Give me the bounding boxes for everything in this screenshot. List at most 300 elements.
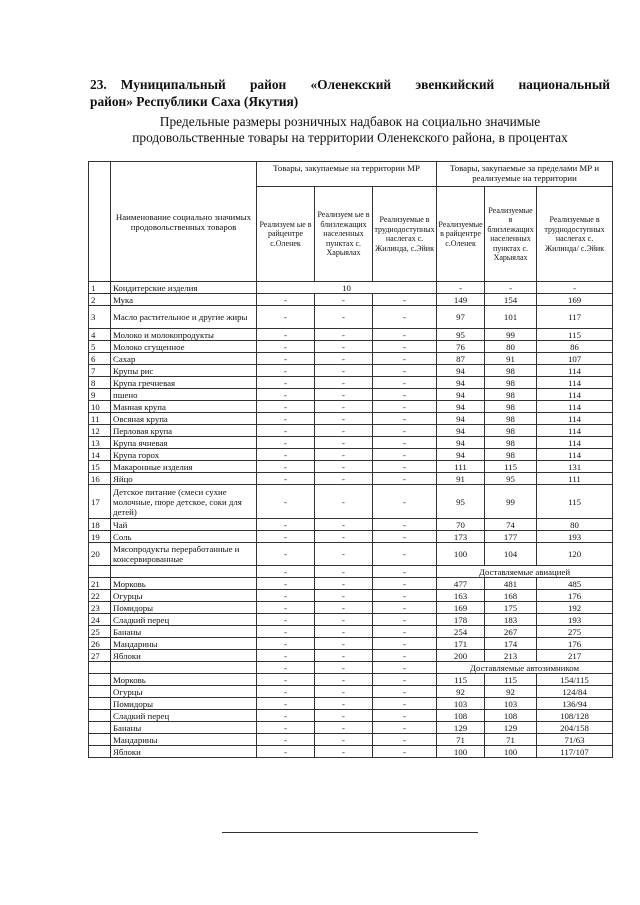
row-number: 16 (89, 473, 111, 485)
value-cell: - (373, 698, 437, 710)
value-cell: - (257, 473, 315, 485)
value-cell: - (373, 437, 437, 449)
product-name: Овсяная крупа (111, 413, 257, 425)
value-cell: - (257, 341, 315, 353)
row-number: 8 (89, 377, 111, 389)
product-name: Детское питание (смеси сухие молочные, пюре детское, соки для детей) (111, 485, 257, 519)
value-cell: 92 (485, 686, 537, 698)
row-number: 21 (89, 578, 111, 590)
product-name: Мясопродукты переработанные и консервированные (111, 543, 257, 566)
value-cell: - (257, 294, 315, 306)
row-number: 10 (89, 401, 111, 413)
table-body (89, 282, 613, 758)
row-number: 14 (89, 449, 111, 461)
value-cell: - (373, 674, 437, 686)
row-number: 22 (89, 590, 111, 602)
value-cell: - (373, 662, 437, 674)
table-row (89, 473, 613, 485)
value-cell: - (315, 566, 373, 578)
value-cell: 95 (437, 485, 485, 519)
table-row (89, 710, 613, 722)
value-cell: - (257, 638, 315, 650)
value-cell: 267 (485, 626, 537, 638)
product-name: пшено (111, 389, 257, 401)
value-cell: - (257, 566, 315, 578)
value-cell: 107 (537, 353, 613, 365)
value-cell: 481 (485, 578, 537, 590)
section-row (89, 662, 613, 674)
value-cell: - (315, 401, 373, 413)
table-row (89, 353, 613, 365)
table-row (89, 365, 613, 377)
product-name: Сладкий перец (111, 710, 257, 722)
product-name: Крупа горох (111, 449, 257, 461)
value-cell: - (373, 578, 437, 590)
table-row (89, 722, 613, 734)
value-cell: 94 (437, 389, 485, 401)
value-cell: 74 (485, 519, 537, 531)
value-cell: 101 (485, 306, 537, 329)
table-row (89, 674, 613, 686)
value-cell: 131 (537, 461, 613, 473)
subtitle-line-2: продовольственные товары на территории Оленекского района, в процентах (132, 130, 568, 145)
value-cell: - (315, 365, 373, 377)
value-cell: - (373, 519, 437, 531)
value-cell: - (373, 602, 437, 614)
value-cell: 98 (485, 401, 537, 413)
value-cell: 98 (485, 365, 537, 377)
value-cell: - (315, 746, 373, 758)
value-cell: 154 (485, 294, 537, 306)
value-cell: - (373, 614, 437, 626)
value-cell: - (257, 425, 315, 437)
value-cell: - (315, 722, 373, 734)
value-cell: - (315, 519, 373, 531)
row-number: 13 (89, 437, 111, 449)
value-cell: - (257, 389, 315, 401)
value-cell: 176 (537, 638, 613, 650)
value-cell: 193 (537, 531, 613, 543)
table-row (89, 650, 613, 662)
value-cell: - (485, 282, 537, 294)
header-imported-remote: Реализуемые в труднодоступных наслегах с. Жилинда/ с.Эйик (537, 187, 613, 282)
row-number: 23 (89, 602, 111, 614)
value-cell: - (315, 614, 373, 626)
value-cell: 124/84 (537, 686, 613, 698)
value-cell: - (373, 461, 437, 473)
product-name: Сахар (111, 353, 257, 365)
value-cell: - (315, 425, 373, 437)
subtitle-line-1: Предельные размеры розничных надбавок на социально значимые (159, 114, 541, 129)
product-name: Мандарины (111, 638, 257, 650)
value-cell: - (257, 710, 315, 722)
product-name: Мука (111, 294, 257, 306)
table-row (89, 425, 613, 437)
table-row (89, 461, 613, 473)
product-name: Яблоки (111, 650, 257, 662)
product-name: Макаронные изделия (111, 461, 257, 473)
value-cell: - (257, 519, 315, 531)
value-cell: - (315, 377, 373, 389)
value-cell: 114 (537, 413, 613, 425)
product-name: Перловая крупа (111, 425, 257, 437)
value-cell: - (373, 473, 437, 485)
product-name: Молоко сгущенное (111, 341, 257, 353)
table-row (89, 638, 613, 650)
value-cell: 136/94 (537, 698, 613, 710)
value-cell: 94 (437, 425, 485, 437)
header-imported-kharyyalakh: Реализуемые в близлежащих населенных пунктах с. Харыялах (485, 187, 537, 282)
table-row (89, 306, 613, 329)
value-cell: 163 (437, 590, 485, 602)
value-cell: 114 (537, 377, 613, 389)
product-name: Помидоры (111, 698, 257, 710)
value-cell: 86 (537, 341, 613, 353)
header-group-imported: Товары, закупаемые за пределами МР и реализуемые на территории (437, 162, 613, 187)
value-cell: - (373, 377, 437, 389)
row-number: 2 (89, 294, 111, 306)
value-cell: 192 (537, 602, 613, 614)
value-cell: 115 (485, 674, 537, 686)
product-name: Морковь (111, 674, 257, 686)
value-cell: 111 (437, 461, 485, 473)
table-row (89, 531, 613, 543)
product-name: Огурцы (111, 686, 257, 698)
section-heading (90, 76, 610, 110)
table-row (89, 698, 613, 710)
table-row (89, 377, 613, 389)
row-number (89, 674, 111, 686)
row-number: 15 (89, 461, 111, 473)
value-cell: - (315, 543, 373, 566)
value-cell: 100 (437, 543, 485, 566)
product-name: Крупа гречневая (111, 377, 257, 389)
table-row (89, 746, 613, 758)
row-number: 11 (89, 413, 111, 425)
heading-line-1: Муниципальный район «Оленекский эвенкийский национальный (120, 77, 610, 92)
row-number: 17 (89, 485, 111, 519)
table-row (89, 282, 613, 294)
value-cell: 149 (437, 294, 485, 306)
value-cell: 213 (485, 650, 537, 662)
value-cell: 95 (485, 473, 537, 485)
row-number: 5 (89, 341, 111, 353)
table-row (89, 389, 613, 401)
value-cell: 477 (437, 578, 485, 590)
value-cell: - (257, 650, 315, 662)
row-number (89, 722, 111, 734)
table-row (89, 519, 613, 531)
value-cell: 254 (437, 626, 485, 638)
value-cell: - (537, 282, 613, 294)
value-cell: - (315, 686, 373, 698)
header-product-name: Наименование социально значимых продовольственных товаров (111, 162, 257, 282)
value-cell: - (373, 734, 437, 746)
value-cell: - (373, 722, 437, 734)
table-row (89, 413, 613, 425)
value-cell: 485 (537, 578, 613, 590)
product-name: Крупа ячневая (111, 437, 257, 449)
table-row (89, 614, 613, 626)
value-cell: 76 (437, 341, 485, 353)
value-cell: - (373, 485, 437, 519)
product-name: Манная крупа (111, 401, 257, 413)
value-cell: 217 (537, 650, 613, 662)
table-row (89, 602, 613, 614)
value-cell: - (373, 638, 437, 650)
value-cell: 103 (485, 698, 537, 710)
value-cell: - (373, 329, 437, 341)
value-cell: - (257, 353, 315, 365)
value-cell: - (315, 341, 373, 353)
value-cell: - (315, 485, 373, 519)
row-number: 12 (89, 425, 111, 437)
value-cell: - (315, 461, 373, 473)
value-cell: - (315, 306, 373, 329)
value-cell: 115 (437, 674, 485, 686)
product-name: Крупы рис (111, 365, 257, 377)
value-cell: - (373, 543, 437, 566)
value-cell: 178 (437, 614, 485, 626)
value-cell: 114 (537, 437, 613, 449)
value-cell: 94 (437, 437, 485, 449)
value-cell: - (373, 353, 437, 365)
value-cell: - (315, 626, 373, 638)
header-imported-olenek: Реализуемые в райцентре с.Оленек (437, 187, 485, 282)
value-cell: - (373, 413, 437, 425)
row-number (89, 746, 111, 758)
value-cell: - (257, 413, 315, 425)
product-name: Яйцо (111, 473, 257, 485)
value-cell: - (373, 449, 437, 461)
value-cell: - (257, 329, 315, 341)
value-cell: - (373, 686, 437, 698)
row-number: 19 (89, 531, 111, 543)
table-row (89, 401, 613, 413)
footer-divider (222, 832, 478, 833)
value-cell: 92 (437, 686, 485, 698)
value-cell: 98 (485, 425, 537, 437)
value-cell: - (315, 674, 373, 686)
value-cell: - (315, 710, 373, 722)
value-cell: - (257, 734, 315, 746)
header-local-remote: Реализуемые в труднодоступных наслегах с. Жилинда, с.Эйик (373, 187, 437, 282)
value-cell: 91 (437, 473, 485, 485)
value-cell: 117 (537, 306, 613, 329)
section-label: Доставляемые автозимником (437, 662, 613, 674)
value-cell: 94 (437, 449, 485, 461)
value-cell: 114 (537, 389, 613, 401)
value-cell: - (373, 365, 437, 377)
value-cell: 94 (437, 365, 485, 377)
value-cell: - (257, 401, 315, 413)
value-cell: 98 (485, 413, 537, 425)
header-group-local: Товары, закупаемые на территории МР (257, 162, 437, 187)
value-cell: 70 (437, 519, 485, 531)
value-cell: 104 (485, 543, 537, 566)
value-cell: 177 (485, 531, 537, 543)
row-number: 24 (89, 614, 111, 626)
value-cell: - (257, 746, 315, 758)
product-name: Яблоки (111, 746, 257, 758)
value-cell: 169 (437, 602, 485, 614)
product-name: Мандарины (111, 734, 257, 746)
value-cell: 115 (537, 485, 613, 519)
value-cell: - (257, 578, 315, 590)
value-cell: - (373, 590, 437, 602)
value-cell: - (373, 746, 437, 758)
value-cell: - (257, 437, 315, 449)
row-number: 4 (89, 329, 111, 341)
value-cell: - (373, 306, 437, 329)
value-cell: - (315, 638, 373, 650)
value-cell: - (315, 590, 373, 602)
table-row (89, 543, 613, 566)
section-label: Доставляемые авиацией (437, 566, 613, 578)
value-cell: - (257, 531, 315, 543)
value-cell: - (257, 306, 315, 329)
product-name: Масло растительное и другие жиры (111, 306, 257, 329)
table-row (89, 626, 613, 638)
value-cell: 94 (437, 377, 485, 389)
table-row (89, 437, 613, 449)
value-cell: - (315, 294, 373, 306)
row-number: 27 (89, 650, 111, 662)
row-number: 18 (89, 519, 111, 531)
value-cell: 94 (437, 413, 485, 425)
value-cell: - (257, 614, 315, 626)
value-cell: - (257, 662, 315, 674)
value-cell: 98 (485, 449, 537, 461)
value-cell: - (257, 722, 315, 734)
value-cell: 275 (537, 626, 613, 638)
value-cell: 94 (437, 401, 485, 413)
table-row (89, 578, 613, 590)
value-cell: 98 (485, 437, 537, 449)
value-cell: 98 (485, 389, 537, 401)
value-cell: - (257, 365, 315, 377)
value-cell: - (257, 590, 315, 602)
value-cell: - (315, 662, 373, 674)
value-cell: - (373, 294, 437, 306)
product-name: Кондитерские изделия (111, 282, 257, 294)
row-number (89, 686, 111, 698)
value-cell: - (257, 461, 315, 473)
value-cell: 114 (537, 425, 613, 437)
heading-line-2: район» Республики Саха (Якутия) (90, 94, 299, 109)
value-cell: - (373, 566, 437, 578)
value-cell: 95 (437, 329, 485, 341)
table-row (89, 449, 613, 461)
value-cell: 183 (485, 614, 537, 626)
value-cell: 117/107 (537, 746, 613, 758)
value-cell: - (315, 578, 373, 590)
value-cell: 99 (485, 485, 537, 519)
row-number: 1 (89, 282, 111, 294)
row-number (89, 566, 111, 578)
table-row (89, 734, 613, 746)
value-cell: 176 (537, 590, 613, 602)
product-name: Помидоры (111, 602, 257, 614)
value-cell: 115 (537, 329, 613, 341)
value-cell: - (257, 674, 315, 686)
value-cell: - (315, 353, 373, 365)
value-cell: - (373, 341, 437, 353)
value-cell: 115 (485, 461, 537, 473)
value-cell: 129 (485, 722, 537, 734)
table-row (89, 686, 613, 698)
table-subtitle (90, 114, 610, 146)
value-cell: - (315, 473, 373, 485)
value-cell: 108/128 (537, 710, 613, 722)
value-cell: 111 (537, 473, 613, 485)
row-number (89, 710, 111, 722)
value-cell: - (437, 282, 485, 294)
value-cell: 173 (437, 531, 485, 543)
value-cell: 97 (437, 306, 485, 329)
header-local-kharyyalakh: Реализуем ые в близлежащих населенных пунктах с. Харыялах (315, 187, 373, 282)
header-local-olenek: Реализуем ые в райцентре с.Оленек (257, 187, 315, 282)
row-number: 26 (89, 638, 111, 650)
value-cell: 80 (485, 341, 537, 353)
value-cell: - (257, 626, 315, 638)
value-cell: - (315, 650, 373, 662)
product-name (111, 662, 257, 674)
value-cell: 108 (437, 710, 485, 722)
value-cell: 103 (437, 698, 485, 710)
product-name: Чай (111, 519, 257, 531)
product-name (111, 566, 257, 578)
value-cell: - (257, 602, 315, 614)
table-row (89, 329, 613, 341)
section-row (89, 566, 613, 578)
value-cell: - (257, 377, 315, 389)
value-cell: - (257, 698, 315, 710)
row-number: 7 (89, 365, 111, 377)
row-number: 6 (89, 353, 111, 365)
markup-table (88, 161, 613, 758)
row-number (89, 698, 111, 710)
table-row (89, 590, 613, 602)
value-cell: 114 (537, 365, 613, 377)
value-cell: 71 (485, 734, 537, 746)
value-cell: 174 (485, 638, 537, 650)
value-cell: - (373, 531, 437, 543)
value-cell: - (373, 626, 437, 638)
product-name: Сладкий перец (111, 614, 257, 626)
value-cell: 108 (485, 710, 537, 722)
value-cell: - (315, 413, 373, 425)
value-cell: - (315, 389, 373, 401)
value-cell: 171 (437, 638, 485, 650)
value-cell: - (257, 686, 315, 698)
product-name: Бананы (111, 626, 257, 638)
section-number: 23. (90, 77, 107, 92)
value-cell: 100 (485, 746, 537, 758)
value-cell: 80 (537, 519, 613, 531)
value-cell: 71/63 (537, 734, 613, 746)
value-cell: - (315, 734, 373, 746)
product-name: Соль (111, 531, 257, 543)
value-cell: - (315, 437, 373, 449)
value-cell: - (315, 449, 373, 461)
value-cell: - (257, 485, 315, 519)
table-header-row-1 (89, 162, 613, 187)
table-row (89, 294, 613, 306)
row-number (89, 662, 111, 674)
value-cell: 91 (485, 353, 537, 365)
value-cell: - (315, 602, 373, 614)
